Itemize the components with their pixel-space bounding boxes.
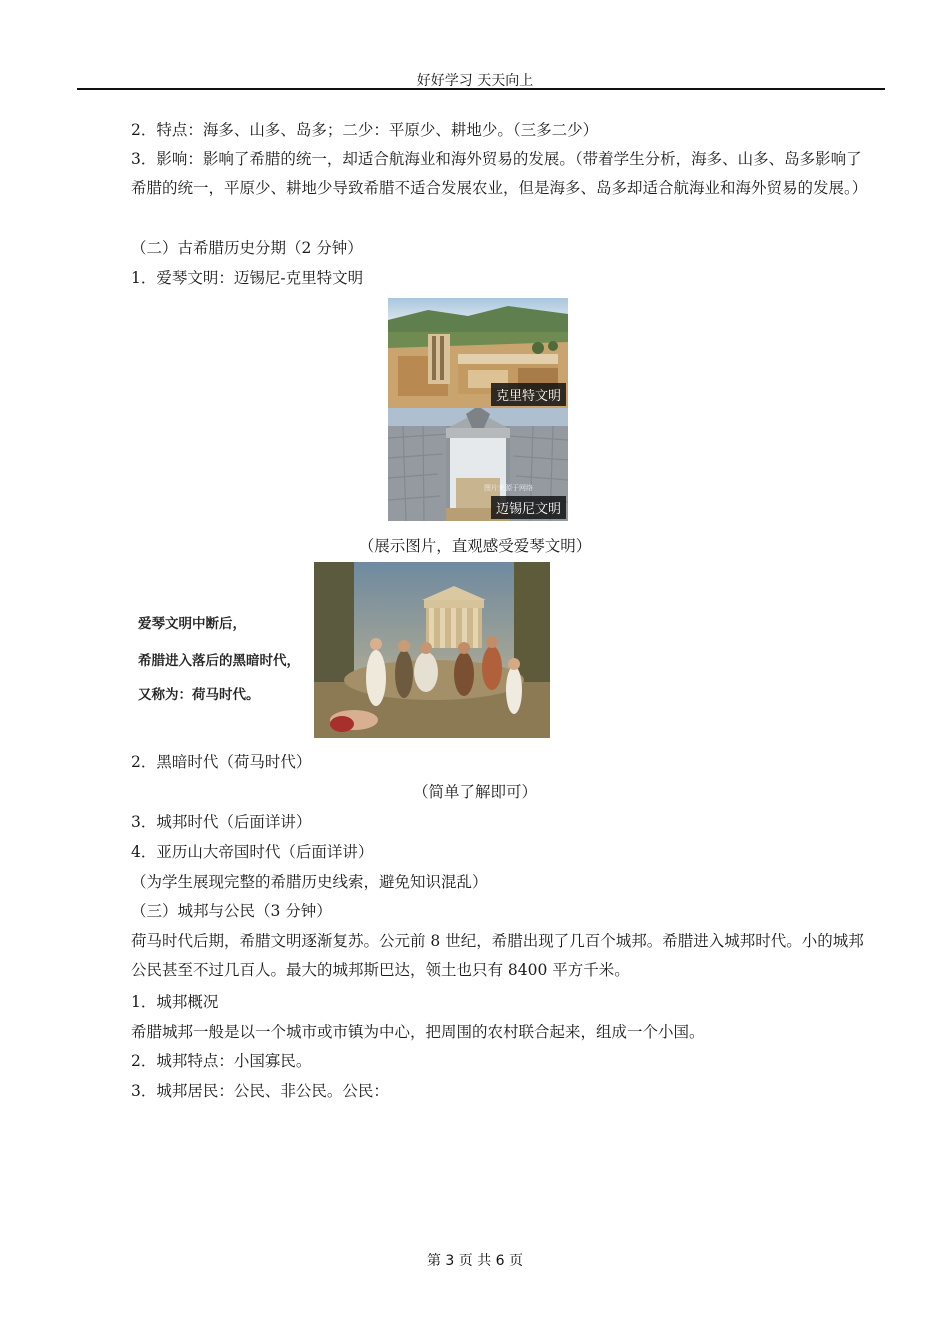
section-heading: （三）城邦与公民（3 分钟）: [131, 902, 332, 920]
homer-text-line: 希腊进入落后的黑暗时代，: [138, 653, 300, 669]
paragraph-text: 荷马时代后期，希腊文明逐渐复苏。公元前 8 世纪，希腊出现了几百个城邦。希腊进入城邦时代。小的城邦公民甚至不过几百人。最大的城邦斯巴达，领土也只有 8400 平方千米。: [131, 932, 864, 979]
section-heading: （二）古希腊历史分期（2 分钟）: [131, 239, 363, 257]
page-header: 好好学习 天天向上: [416, 73, 534, 89]
text-line: 2．城邦特点：小国寡民。: [131, 1052, 312, 1070]
text-line: 4．亚历山大帝国时代（后面详讲）: [131, 843, 374, 861]
text-line: 希腊城邦一般是以一个城市或市镇为中心，把周围的农村联合起来，组成一个小国。: [131, 1023, 705, 1041]
mycenae-label: 迈锡尼文明: [491, 496, 566, 519]
paragraph: [87, 145, 873, 203]
homer-text-line: 爱琴文明中断后，: [138, 616, 246, 632]
watermark: 图片来源于网络: [484, 484, 533, 492]
text-line: 1．城邦概况: [131, 993, 219, 1011]
text-line: （简单了解即可）: [412, 783, 537, 801]
homer-text-line: 又称为：荷马时代。: [138, 687, 260, 703]
figure-caption: （展示图片，直观感受爱琴文明）: [358, 537, 592, 555]
homer-painting: [314, 562, 550, 738]
text-line: 2．黑暗时代（荷马时代）: [131, 753, 312, 771]
text-line: 3．城邦居民：公民、非公民。公民：: [131, 1082, 389, 1100]
text-line: （为学生展现完整的希腊历史线索，避免知识混乱）: [131, 873, 488, 891]
page-footer: 第 3 页 共 6 页: [426, 1253, 524, 1269]
crete-photo: [388, 298, 568, 408]
text-line: 3．城邦时代（后面详讲）: [131, 813, 312, 831]
mycenae-photo: [388, 408, 568, 521]
paragraph-text: 3．影响：影响了希腊的统一，却适合航海业和海外贸易的发展。（带着学生分析，海多、山多、岛多影响了希腊的统一，平原少、耕地少导致希腊不适合发展农业，但是海多、岛多却适合航海业和海外贸易的发展。）: [131, 150, 868, 197]
header-rule: [77, 88, 885, 90]
text-line: 2．特点：海多、山多、岛多；二少：平原少、耕地少。（三多二少）: [131, 121, 599, 139]
text-line: 1．爱琴文明：迈锡尼-克里特文明: [131, 269, 364, 287]
crete-label: 克里特文明: [491, 383, 566, 406]
paragraph: [87, 927, 873, 985]
